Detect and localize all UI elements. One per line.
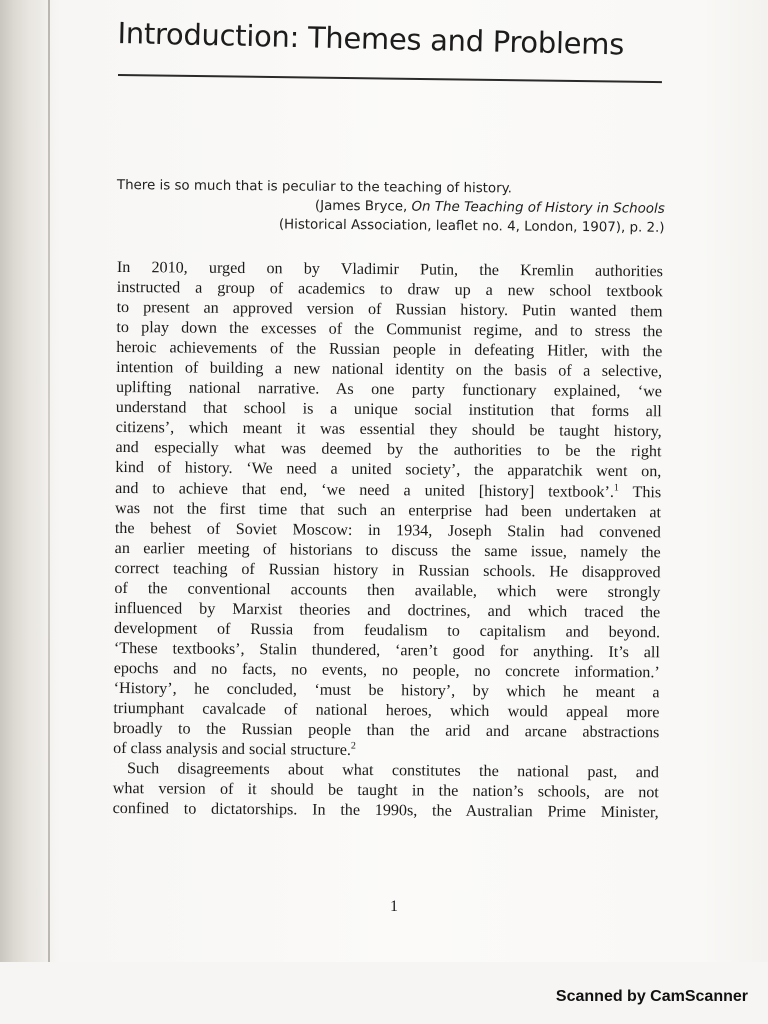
body-line: broadly to the Russian people than the arid and arcane abstractions [113, 720, 660, 742]
body-line: to play down the excesses of the Communist regime, and to stress the [116, 319, 663, 341]
book-spine-edge [48, 0, 50, 962]
body-text [113, 258, 663, 824]
body-line: ‘These textbooks’, Stalin thundered, ‘aren’t good for anything. It’s all [113, 639, 660, 662]
body-line: to present an approved version of Russian history. Putin wanted them [116, 299, 663, 321]
body-line: correct teaching of Russian history in Russian schools. He disapproved [114, 559, 661, 581]
epigraph-citation: (Historical Association, leaflet no. 4, London, 1907), p. 2.) [278, 217, 665, 236]
body-line: confined to dictatorships. In the 1990s, the Australian Prime Minister, [112, 800, 659, 822]
body-line: uplifting national narrative. As one party functionary explained, ‘we [115, 379, 663, 401]
body-line-paragraph-start: Such disagreements about what constitutes the national past, and [126, 760, 660, 782]
body-line: what version of it should be taught in the nation’s schools, are not [112, 780, 659, 802]
epigraph-author: (James Bryce, [314, 198, 412, 215]
body-line: of the conventional accounts then available, which were strongly [114, 579, 661, 602]
body-line-tail: This [618, 483, 662, 501]
footnote-marker-1[interactable]: 1 [613, 482, 619, 494]
body-line: an earlier meeting of historians to discuss the same issue, namely the [114, 539, 661, 561]
body-line: and especially what was deemed by the authorities to be the right [115, 439, 662, 461]
body-line: understand that school is a unique social institution that forms all [115, 399, 662, 421]
scanner-watermark: Scanned by CamScanner [555, 988, 748, 1005]
body-line: citizens’, which meant it was essential they should be taught history, [115, 419, 662, 441]
epigraph-work-title: On The Teaching of History in Schools [411, 199, 665, 217]
body-line: influenced by Marxist theories and doctrines, and which traced the [114, 599, 661, 622]
book-gutter-shadow [0, 0, 50, 962]
body-line: epochs and no facts, no events, no people, no concrete information.’ [113, 659, 660, 682]
body-line: instructed a group of academics to draw up a new school textbook [116, 279, 663, 301]
page-number: 1 [390, 898, 398, 915]
epigraph-quote: There is so much that is peculiar to the teaching of history. [116, 177, 512, 197]
body-line: the behest of Soviet Moscow: in 1934, Joseph Stalin had convened [114, 519, 661, 541]
body-line-text: of class analysis and social structure. [113, 740, 351, 759]
body-line: development of Russia from feudalism to capitalism and beyond. [114, 619, 661, 642]
epigraph [117, 176, 665, 238]
title-underline-rule [118, 74, 662, 83]
body-line: heroic achievements of the Russian people in defeating Hitler, with the [116, 339, 663, 361]
body-line: kind of history. ‘We need a united society’, the apparatchik went on, [115, 459, 662, 481]
body-line: In 2010, urged on by Vladimir Putin, the Kremlin authorities [116, 258, 663, 281]
body-line: was not the first time that such an enterprise had been undertaken at [114, 499, 662, 521]
footnote-marker-2[interactable]: 2 [350, 740, 356, 752]
body-line-text: and to achieve that end, ‘we need a united [history] textbook’. [115, 479, 614, 501]
body-line: ‘History’, he concluded, ‘must be history’, by which he meant a [113, 679, 660, 702]
chapter-title: Introduction: Themes and Problems [117, 16, 625, 62]
body-line: triumphant cavalcade of national heroes, which would appeal more [113, 700, 660, 722]
body-line: intention of building a new national identity on the basis of a selective, [116, 359, 663, 381]
